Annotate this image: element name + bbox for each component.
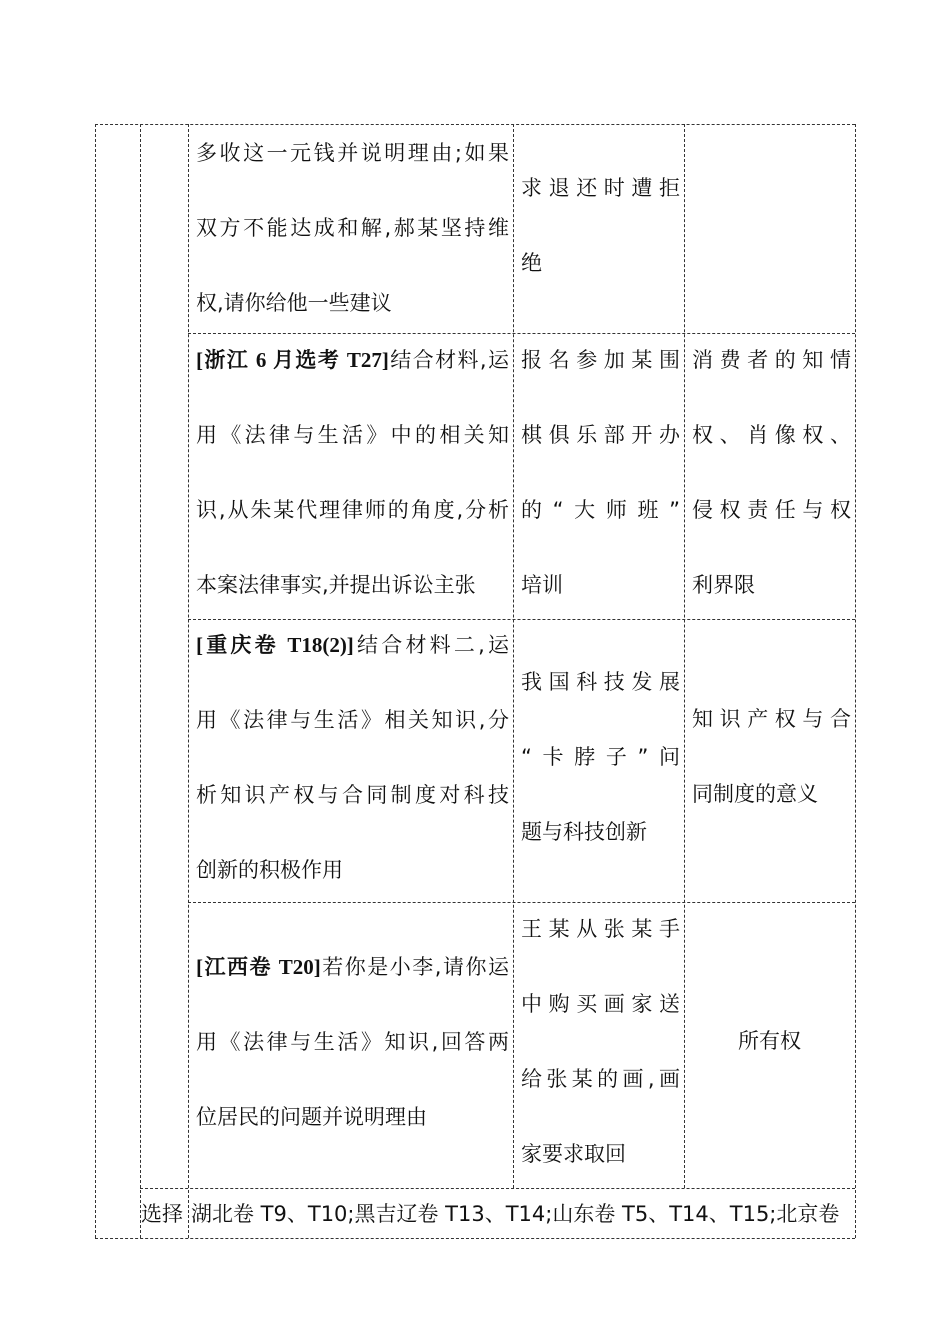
question-line: 用《法律与生活》知识,回答两 (196, 1030, 509, 1054)
situation-line: 绝 (521, 251, 542, 275)
situation-line: 的“大师班” (521, 498, 680, 522)
exam-source-tag: [重庆卷 T18(2)] (196, 633, 354, 657)
exam-source-tag: [浙江 6 月选考 T27] (196, 348, 389, 372)
row1-question-cell (188, 116, 513, 341)
situation-line: “卡脖子”问 (521, 745, 680, 769)
question-type-label: 选择 (141, 1202, 183, 1226)
situation-line: 给张某的画,画 (521, 1067, 680, 1091)
situation-line: 我国科技发展 (521, 670, 680, 694)
knowledge-line: 知识产权与合 (692, 707, 851, 731)
situation-line: 求退还时遭拒 (521, 176, 680, 200)
situation-line: 王某从张某手 (521, 917, 680, 941)
question-line: 位居民的问题并说明理由 (196, 1105, 427, 1129)
question-line: 用《法律与生活》中的相关知 (196, 423, 509, 447)
row4-situation-cell (513, 892, 684, 1192)
question-line: 多收这一元钱并说明理由;如果 (196, 141, 509, 165)
situation-line: 中购买画家送 (521, 992, 680, 1016)
question-line: [浙江 6 月选考 T27]结合材料,运 (196, 348, 509, 372)
knowledge-line: 权、肖像权、 (692, 423, 851, 447)
exam-references: 湖北卷 T9、T10;黑吉辽卷 T13、T14;山东卷 T5、T14、T15;北京卷 (191, 1202, 840, 1226)
table-border-left (95, 124, 96, 1238)
knowledge-line: 同制度的意义 (692, 782, 818, 806)
table-border-right (855, 124, 856, 1238)
knowledge-line: 所有权 (738, 1029, 801, 1053)
question-line: 用《法律与生活》相关知识,分 (196, 708, 509, 732)
question-line: 双方不能达成和解,郝某坚持维 (196, 216, 509, 240)
situation-line: 报名参加某围 (521, 348, 680, 372)
row3-question-cell (188, 608, 513, 908)
question-line: [江西卷 T20]若你是小李,请你运 (196, 955, 509, 979)
situation-line: 棋俱乐部开办 (521, 423, 680, 447)
exam-source-tag: [江西卷 T20] (196, 955, 321, 979)
question-line: [重庆卷 T18(2)]结合材料二,运 (196, 633, 509, 657)
row1-situation-cell (513, 151, 684, 301)
situation-line: 家要求取回 (521, 1142, 626, 1166)
table-divider-col1 (140, 124, 141, 1238)
row4-knowledge-cell (684, 1004, 855, 1079)
row3-situation-cell (513, 645, 684, 870)
row2-question-cell (188, 323, 513, 623)
knowledge-line: 消费者的知情 (692, 348, 851, 372)
knowledge-line: 侵权责任与权 (692, 498, 851, 522)
question-line: 析知识产权与合同制度对科技 (196, 783, 509, 807)
situation-line: 培训 (521, 573, 563, 597)
row3-knowledge-cell (684, 682, 855, 832)
situation-line: 题与科技创新 (521, 820, 647, 844)
row2-knowledge-cell (684, 323, 855, 623)
question-line: 创新的积极作用 (196, 858, 343, 882)
question-line: 识,从朱某代理律师的角度,分析 (196, 498, 509, 522)
question-line: 权,请你给他一些建议 (196, 291, 392, 315)
row2-situation-cell (513, 323, 684, 623)
question-line: 本案法律事实,并提出诉讼主张 (196, 573, 476, 597)
row4-question-cell (188, 930, 513, 1155)
knowledge-line: 利界限 (692, 573, 755, 597)
